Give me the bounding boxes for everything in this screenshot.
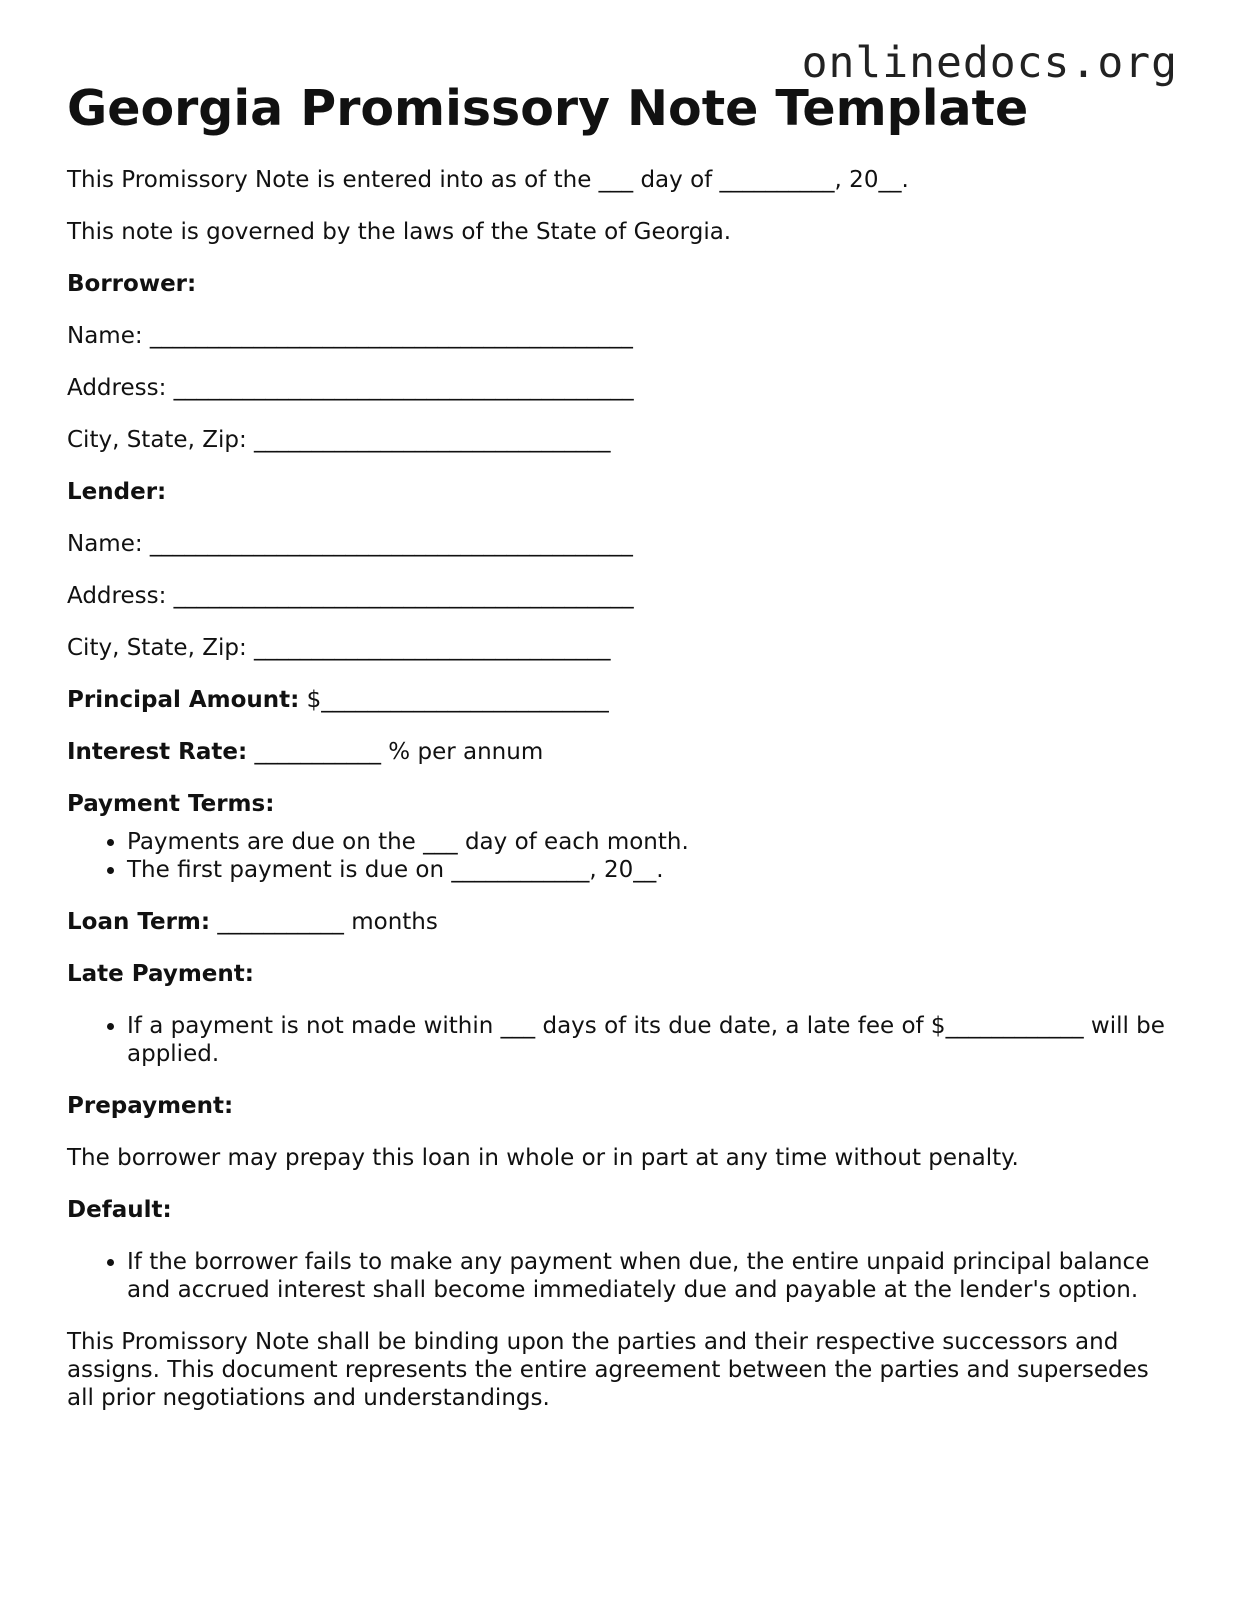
interest-rate-row [67,738,1177,766]
lender-heading: Lender: [67,478,167,505]
lender-city-field: City, State, Zip: _______________________________ [67,634,611,661]
interest-rate-value: ___________ % per annum [247,738,544,765]
lender-name-field: Name: __________________________________________ [67,530,633,557]
borrower-heading: Borrower: [67,270,197,297]
lender-address-field: Address: ________________________________________ [67,582,634,609]
governing-law-text: This note is governed by the laws of the State of Georgia. [67,218,732,245]
watermark: onlinedocs.org [801,38,1178,88]
borrower-name-field: Name: __________________________________________ [67,322,633,349]
principal-amount-row [67,686,1177,714]
document-body [67,80,1177,1436]
late-payment-list [67,1012,1177,1068]
interest-rate-label: Interest Rate: [67,738,248,765]
default-heading: Default: [67,1196,172,1223]
loan-term-label: Loan Term: [67,908,211,935]
prepayment-heading: Prepayment: [67,1092,234,1119]
payment-terms-heading: Payment Terms: [67,790,275,817]
closing-text: This Promissory Note shall be binding upon the parties and their respective successors and assigns. This document represents the entire agreement between the parties and supersedes all prior negotiations and understandings. [67,1328,1149,1411]
default-list [67,1248,1177,1304]
intro-text: This Promissory Note is entered into as of the ___ day of __________, 20__. [67,166,909,193]
payment-terms-list [67,828,1177,884]
borrower-address-field: Address: ________________________________________ [67,374,634,401]
list-item: • Payments are due on the ___ day of each month. [127,828,1177,856]
prepayment-text: The borrower may prepay this loan in whole or in part at any time without penalty. [67,1144,1019,1171]
principal-amount-label: Principal Amount: [67,686,300,713]
list-item: • The first payment is due on ____________, 20__. [127,856,1177,884]
principal-amount-value: $_________________________ [299,686,609,713]
list-item: • If a payment is not made within ___ days of its due date, a late fee of $____________ will be applied. [127,1012,1177,1068]
loan-term-value: ___________ months [210,908,438,935]
page-title: Georgia Promissory Note Template [67,80,1029,137]
borrower-city-field: City, State, Zip: _______________________________ [67,426,611,453]
late-payment-heading: Late Payment: [67,960,254,987]
list-item: • If the borrower fails to make any payment when due, the entire unpaid principal balance and accrued interest shall become immediately due and payable at the lender's option. [127,1248,1177,1304]
loan-term-row [67,908,1177,936]
